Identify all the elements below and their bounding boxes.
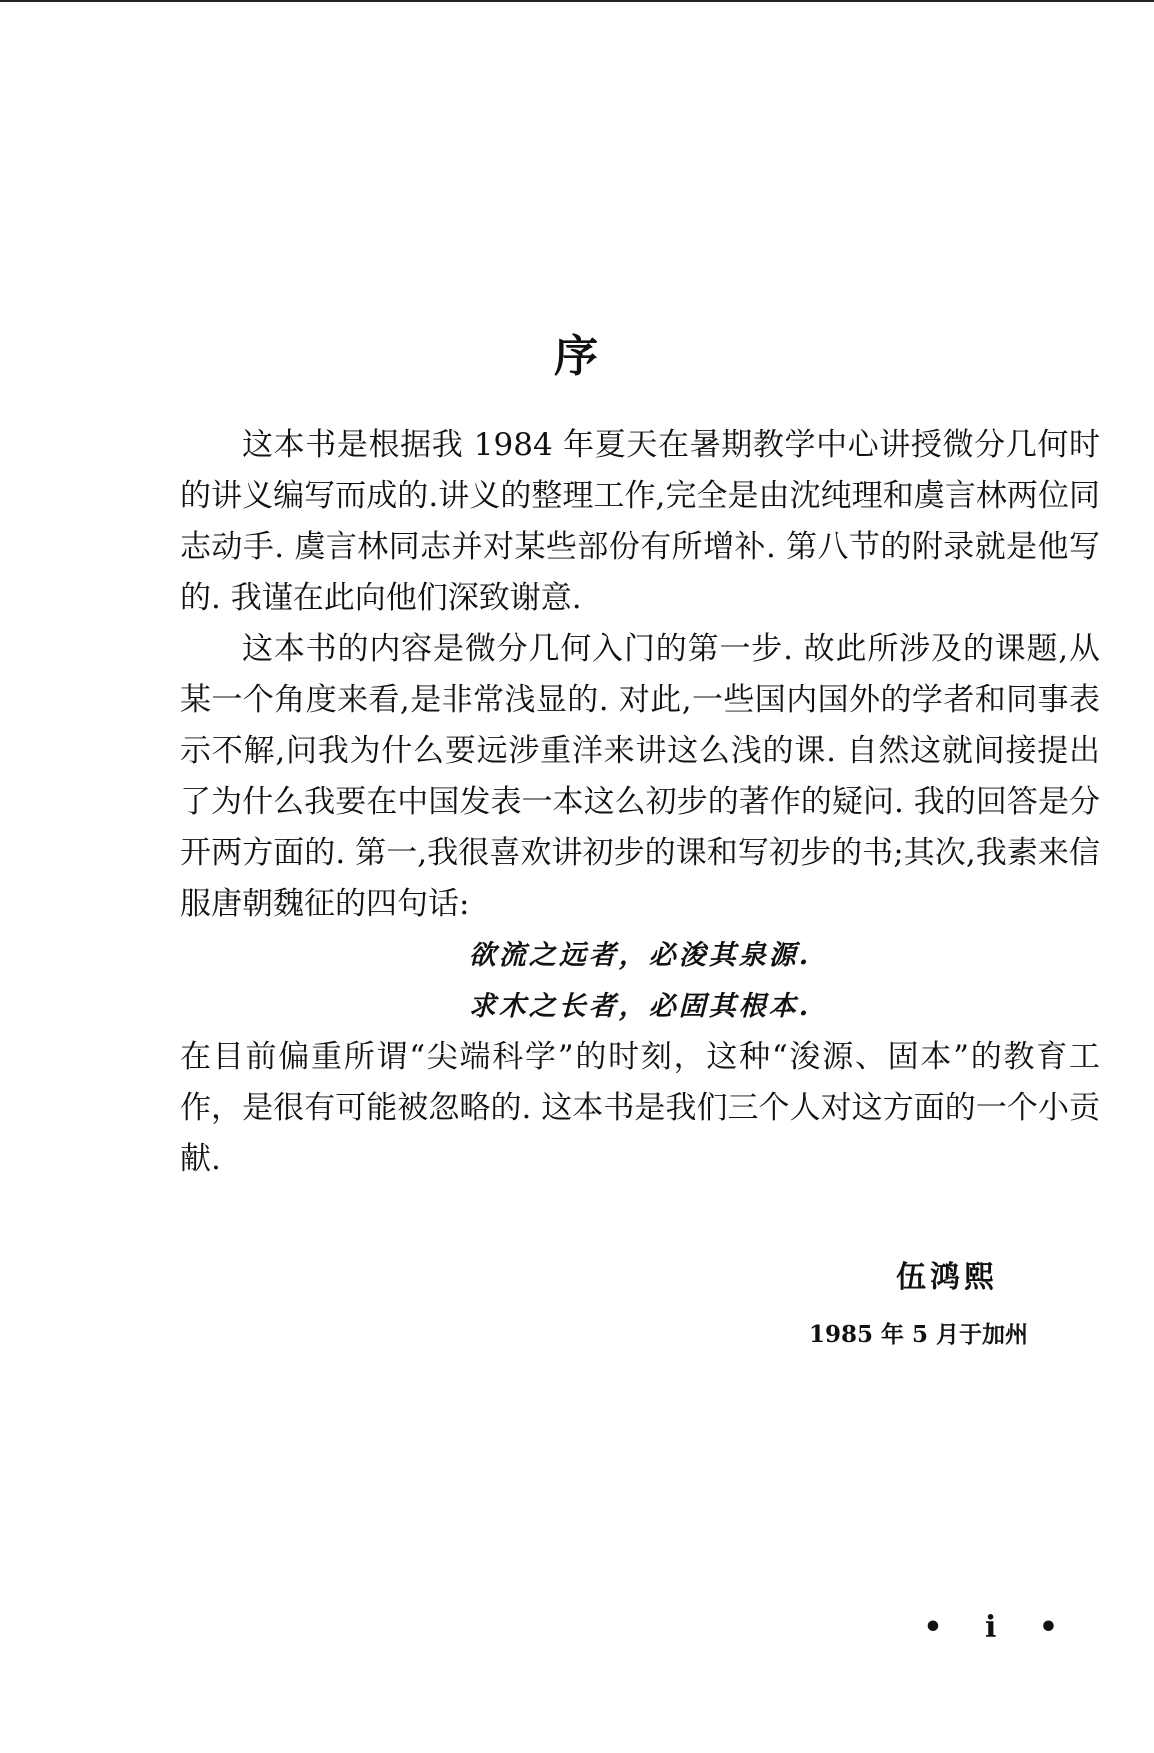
preface-title: 序 — [554, 331, 600, 382]
quote-line-2: 求木之长者，必固其根本. — [468, 991, 812, 1022]
signature-date: 1985 年 5 月于加州 — [808, 1321, 1028, 1348]
page-number: • i • — [923, 1610, 1074, 1645]
signature-block — [809, 1258, 1028, 1350]
paragraph-1: 这本书是根据我 1984 年夏天在暑期教学中心讲授微分几何时的讲义编写而成的.讲义的整理工作,完全是由沈纯理和虞言林两位同志动手. 虞言林同志并对某些部份有所增补. 第八节的附录就是他写的. 我谨在此向他们深致谢意. — [180, 427, 1100, 616]
top-border-line — [0, 0, 1154, 2]
paragraph-2: 这本书的内容是微分几何入门的第一步. 故此所涉及的课题,从某一个角度来看,是非常浅显的. 对此,一些国内国外的学者和同事表示不解,问我为什么要远涉重洋来讲这么浅的课. 自然这就间接提出了为什么我要在中国发表一本这么初步的著作的疑问. 我的回答是分开两方面的. 第一,我很喜欢讲初步的课和写初步的书;其次,我素来信服唐朝魏征的四句话: — [180, 631, 1100, 922]
author-name: 伍鸿熙 — [896, 1260, 998, 1295]
closing-paragraph: 在目前偏重所谓“尖端科学”的时刻，这种“浚源、固本”的教育工作，是很有可能被忽略的. 这本书是我们三个人对这方面的一个小贡献. — [180, 1039, 1100, 1177]
quote-line-1: 欲流之远者，必浚其泉源. — [468, 940, 812, 971]
preface-body — [180, 420, 1100, 1185]
